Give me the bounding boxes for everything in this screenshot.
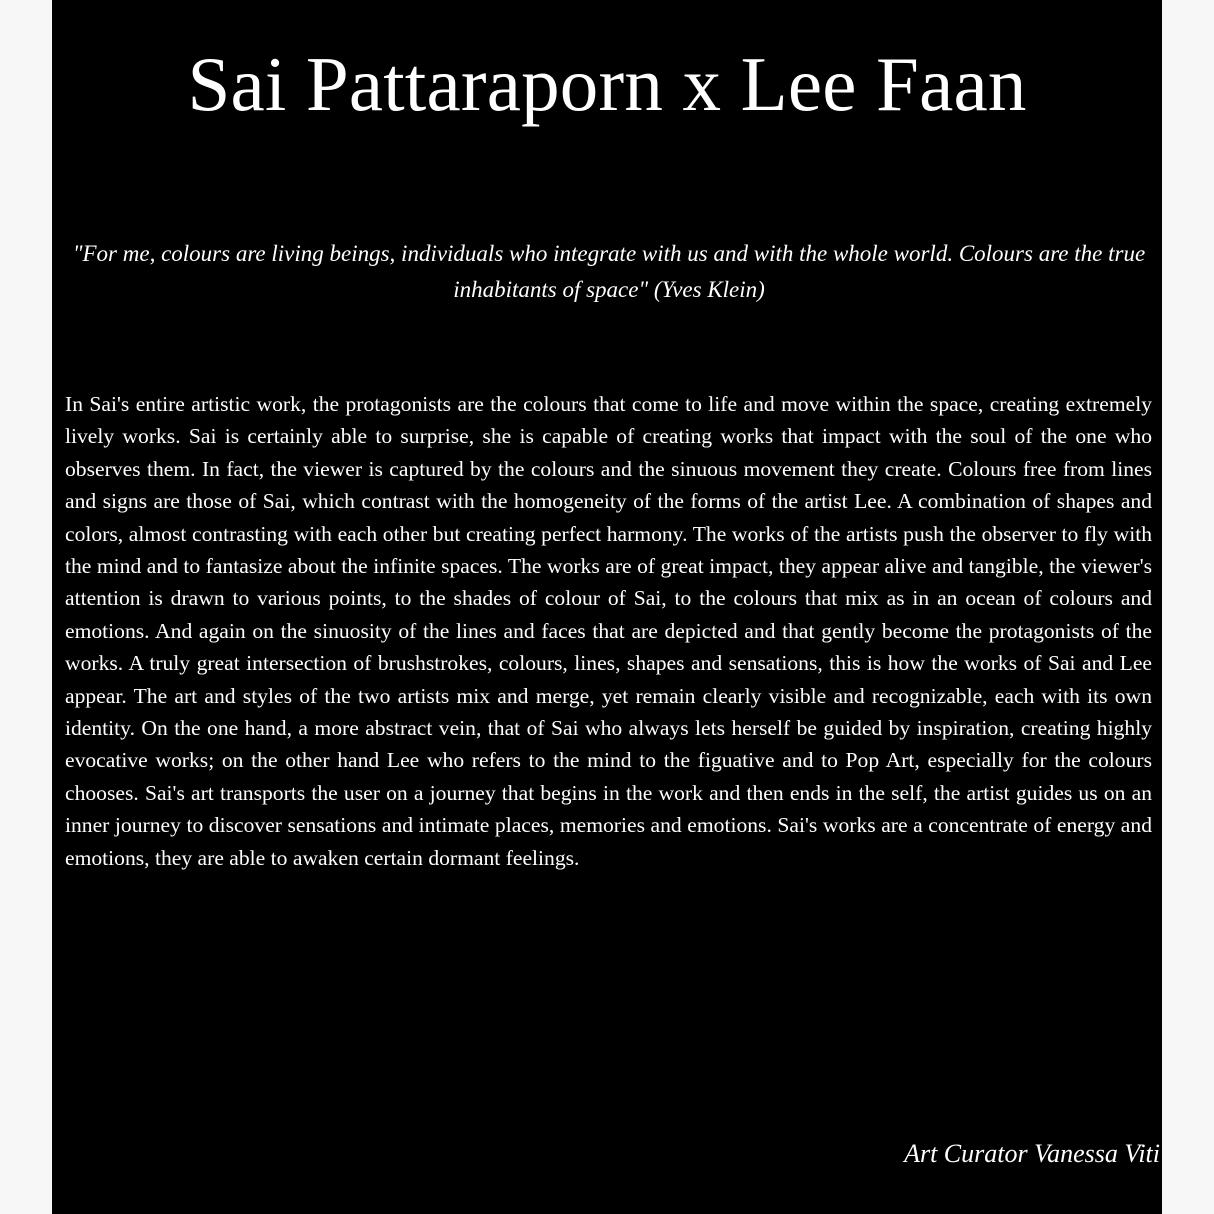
- document-page: [52, 0, 1162, 1214]
- body-paragraph: In Sai's entire artistic work, the protagonists are the colours that come to life and move within the space, creating extremely lively works. Sai is certainly able to surprise, she is capable of creating works that impact with the soul of the one who observes them. In fact, the viewer is captured by the colours and the sinuous movement they create. Colours free from lines and signs are those of Sai, which contrast with the homogeneity of the forms of the artist Lee. A combination of shapes and colors, almost contrasting with each other but creating perfect harmony. The works of the artists push the observer to fly with the mind and to fantasize about the infinite spaces. The works are of great impact, they appear alive and tangible, the viewer's attention is drawn to various points, to the shades of colour of Sai, to the colours that mix as in an ocean of colours and emotions. And again on the sinuosity of the lines and faces that are depicted and that gently become the protagonists of the works. A truly great intersection of brushstrokes, colours, lines, shapes and sensations, this is how the works of Sai and Lee appear. The art and styles of the two artists mix and merge, yet remain clearly visible and recognizable, each with its own identity. On the one hand, a more abstract vein, that of Sai who always lets herself be guided by inspiration, creating highly evocative works; on the other hand Lee who refers to the mind to the figuative and to Pop Art, especially for the colours chooses. Sai's art transports the user on a journey that begins in the work and then ends in the self, the artist guides us on an inner journey to discover sensations and intimate places, memories and emotions. Sai's works are a concentrate of energy and emotions, they are able to awaken certain dormant feelings.: [65, 392, 1152, 870]
- epigraph-quote: "For me, colours are living beings, individuals who integrate with us and with the whole world. Colours are the true inhabitants of space" (Yves Klein): [72, 241, 1146, 302]
- curator-signature: Art Curator Vanessa Viti: [904, 1139, 1160, 1168]
- page-title: Sai Pattaraporn x Lee Faan: [187, 41, 1027, 127]
